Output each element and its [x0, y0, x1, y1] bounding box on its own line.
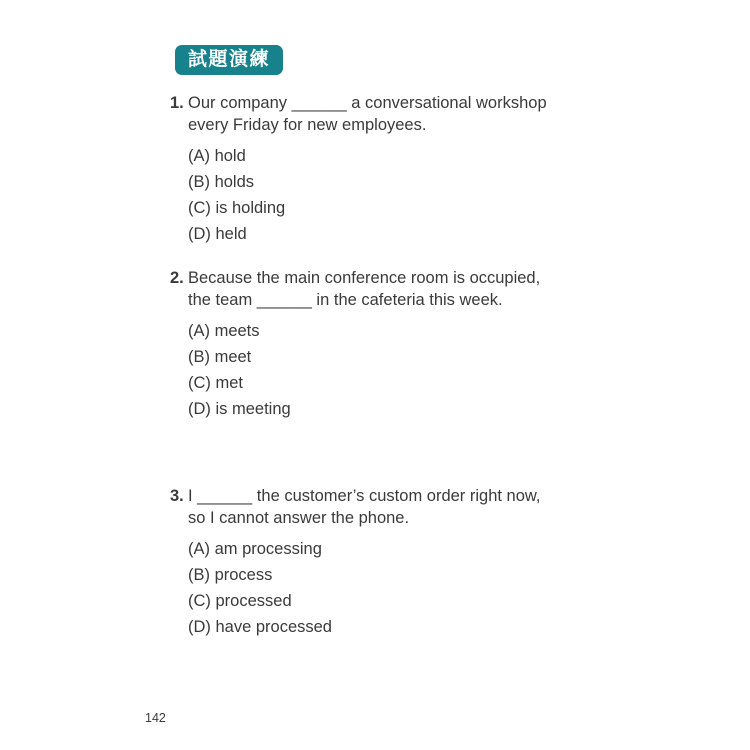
question-line: Our company ______ a conversational workshop: [188, 94, 547, 112]
option-item: (C) met: [188, 374, 243, 392]
question-text: [188, 485, 541, 529]
question-item-2: [170, 267, 620, 422]
question-number: 1.: [170, 94, 184, 112]
option-item: (B) process: [188, 566, 273, 584]
option-item: (D) have processed: [188, 618, 332, 636]
option-item: (B) meet: [188, 348, 252, 366]
option-item: (A) meets: [188, 322, 260, 340]
option-item: (C) is holding: [188, 199, 286, 217]
question-line: Because the main conference room is occupied,: [188, 269, 541, 287]
option-item: (A) hold: [188, 147, 246, 165]
options-list: [188, 536, 620, 640]
option-item: (C) processed: [188, 592, 292, 610]
question-text: [188, 92, 547, 136]
question-head: [170, 92, 620, 136]
question-head: [170, 485, 620, 529]
question-item-3: [170, 485, 620, 640]
question-line: the team ______ in the cafeteria this week.: [188, 291, 503, 309]
options-list: [188, 143, 620, 247]
questions-list: [170, 92, 620, 660]
section-badge: 試題演練: [175, 45, 283, 75]
options-list: [188, 318, 620, 422]
question-number: 2.: [170, 269, 184, 287]
question-number: 3.: [170, 487, 184, 505]
option-item: (B) holds: [188, 173, 255, 191]
option-item: (D) held: [188, 225, 247, 243]
page-number: 142: [145, 711, 166, 725]
option-item: (A) am processing: [188, 540, 322, 558]
question-text: [188, 267, 540, 311]
option-item: (D) is meeting: [188, 400, 291, 418]
question-line: every Friday for new employees.: [188, 116, 427, 134]
question-head: [170, 267, 620, 311]
question-item-1: [170, 92, 620, 247]
question-line: I ______ the customer’s custom order right now,: [188, 487, 541, 505]
question-line: so I cannot answer the phone.: [188, 509, 410, 527]
